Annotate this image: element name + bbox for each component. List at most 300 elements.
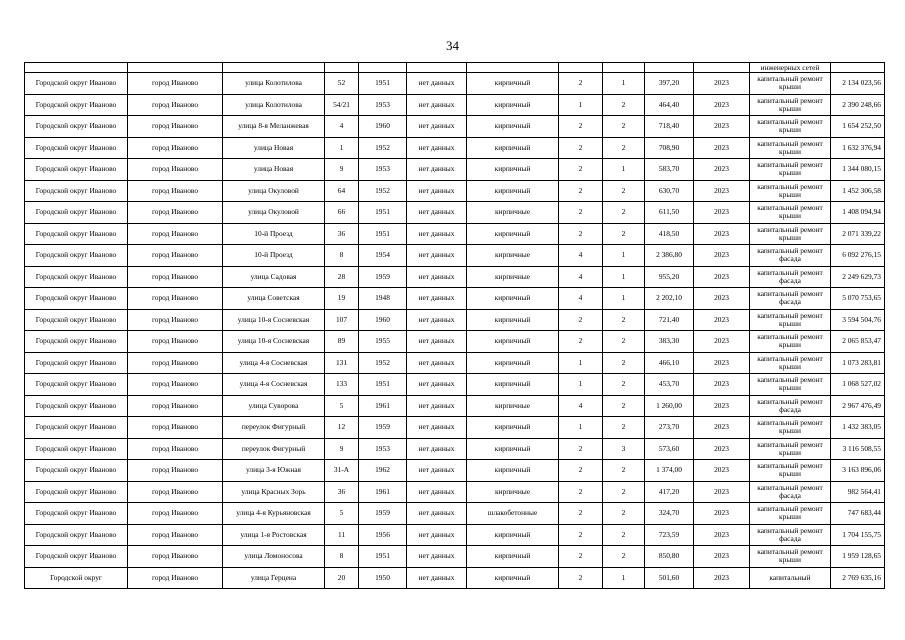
house-number-cell: 133 [325, 374, 359, 396]
wall-material-cell: кирпичный [467, 374, 559, 396]
cost-cell: 747 683,44 [831, 503, 885, 525]
build-year-cell: 1959 [359, 266, 407, 288]
house-number-cell: 12 [325, 417, 359, 439]
info-cell: нет данных [407, 331, 467, 353]
wall-material-cell: кирпичные [467, 245, 559, 267]
work-type-cell: капитальный ремонт крыши [750, 503, 831, 525]
year-cell: 2023 [694, 524, 750, 546]
table-row [25, 503, 885, 525]
info-cell: нет данных [407, 266, 467, 288]
year-cell: 2023 [694, 567, 750, 589]
municipality-cell: Городской округ Иваново [25, 374, 128, 396]
area-cell: 630,70 [645, 180, 694, 202]
house-number-cell: 107 [325, 309, 359, 331]
table-cell [603, 63, 645, 73]
house-number-cell: 66 [325, 202, 359, 224]
settlement-cell: город Иваново [128, 352, 223, 374]
area-cell: 464,40 [645, 94, 694, 116]
build-year-cell: 1952 [359, 180, 407, 202]
settlement-cell: город Иваново [128, 223, 223, 245]
wall-material-cell: кирпичный [467, 159, 559, 181]
build-year-cell: 1953 [359, 159, 407, 181]
municipality-cell: Городской округ Иваново [25, 546, 128, 568]
year-cell: 2023 [694, 266, 750, 288]
table-row [25, 159, 885, 181]
work-type-cell: капитальный ремонт крыши [750, 352, 831, 374]
wall-material-cell: кирпичный [467, 309, 559, 331]
info-cell: нет данных [407, 417, 467, 439]
cost-cell: 5 070 753,65 [831, 288, 885, 310]
work-type-cell: капитальный ремонт крыши [750, 460, 831, 482]
entrances-cell: 2 [603, 137, 645, 159]
entrances-cell: 2 [603, 180, 645, 202]
municipality-cell: Городской округ Иваново [25, 309, 128, 331]
area-cell: 611,50 [645, 202, 694, 224]
cost-cell: 1 704 155,75 [831, 524, 885, 546]
build-year-cell: 1951 [359, 546, 407, 568]
area-cell: 418,50 [645, 223, 694, 245]
work-type-cell: капитальный ремонт крыши [750, 331, 831, 353]
municipality-cell: Городской округ Иваново [25, 438, 128, 460]
cost-cell: 3 163 896,06 [831, 460, 885, 482]
table-cell [645, 63, 694, 73]
entrances-cell: 2 [603, 503, 645, 525]
municipality-cell: Городской округ Иваново [25, 223, 128, 245]
table-row [25, 73, 885, 95]
entrances-cell: 1 [603, 245, 645, 267]
house-number-cell: 31-А [325, 460, 359, 482]
cost-cell: 2 390 248,66 [831, 94, 885, 116]
area-cell: 324,70 [645, 503, 694, 525]
area-cell: 1 260,00 [645, 395, 694, 417]
floors-cell: 2 [559, 73, 603, 95]
year-cell: 2023 [694, 417, 750, 439]
street-cell: улица Герцена [223, 567, 325, 589]
house-number-cell: 4 [325, 116, 359, 138]
build-year-cell: 1953 [359, 94, 407, 116]
entrances-cell: 2 [603, 223, 645, 245]
cost-cell: 1 632 376,94 [831, 137, 885, 159]
build-year-cell: 1954 [359, 245, 407, 267]
wall-material-cell: кирпичный [467, 223, 559, 245]
table-row [25, 417, 885, 439]
info-cell: нет данных [407, 524, 467, 546]
wall-material-cell: кирпичный [467, 180, 559, 202]
area-cell: 583,70 [645, 159, 694, 181]
area-cell: 723,59 [645, 524, 694, 546]
info-cell: нет данных [407, 288, 467, 310]
floors-cell: 1 [559, 352, 603, 374]
municipality-cell: Городской округ Иваново [25, 481, 128, 503]
entrances-cell: 2 [603, 374, 645, 396]
housing-repair-table [24, 62, 885, 589]
house-number-cell: 64 [325, 180, 359, 202]
year-cell: 2023 [694, 331, 750, 353]
entrances-cell: 2 [603, 309, 645, 331]
table-row [25, 309, 885, 331]
street-cell: улица Советская [223, 288, 325, 310]
table-row [25, 438, 885, 460]
cost-cell: 2 065 853,47 [831, 331, 885, 353]
settlement-cell: город Иваново [128, 567, 223, 589]
work-type-cell: капитальный ремонт крыши [750, 546, 831, 568]
build-year-cell: 1955 [359, 331, 407, 353]
info-cell: нет данных [407, 223, 467, 245]
table-row [25, 137, 885, 159]
work-type-cell: капитальный ремонт фасада [750, 245, 831, 267]
cost-cell: 2 134 023,56 [831, 73, 885, 95]
cost-cell: 1 959 128,65 [831, 546, 885, 568]
build-year-cell: 1959 [359, 503, 407, 525]
settlement-cell: город Иваново [128, 546, 223, 568]
year-cell: 2023 [694, 546, 750, 568]
build-year-cell: 1948 [359, 288, 407, 310]
settlement-cell: город Иваново [128, 73, 223, 95]
work-type-cell: капитальный ремонт фасада [750, 288, 831, 310]
work-type-cell: капитальный ремонт крыши [750, 223, 831, 245]
info-cell: нет данных [407, 159, 467, 181]
settlement-cell: город Иваново [128, 137, 223, 159]
table-row [25, 331, 885, 353]
info-cell: нет данных [407, 460, 467, 482]
floors-cell: 2 [559, 567, 603, 589]
table-row [25, 94, 885, 116]
settlement-cell: город Иваново [128, 417, 223, 439]
floors-cell: 2 [559, 481, 603, 503]
area-cell: 955,20 [645, 266, 694, 288]
floors-cell: 2 [559, 546, 603, 568]
year-cell: 2023 [694, 159, 750, 181]
work-type-cell: капитальный ремонт фасада [750, 395, 831, 417]
street-cell: улица 4-я Сосневская [223, 374, 325, 396]
floors-cell: 2 [559, 202, 603, 224]
municipality-cell: Городской округ Иваново [25, 159, 128, 181]
settlement-cell: город Иваново [128, 180, 223, 202]
floors-cell: 4 [559, 266, 603, 288]
floors-cell: 4 [559, 288, 603, 310]
info-cell: нет данных [407, 116, 467, 138]
table-cell [223, 63, 325, 73]
house-number-cell: 36 [325, 481, 359, 503]
municipality-cell: Городской округ Иваново [25, 202, 128, 224]
area-cell: 383,30 [645, 331, 694, 353]
settlement-cell: город Иваново [128, 438, 223, 460]
municipality-cell: Городской округ Иваново [25, 137, 128, 159]
cost-cell: 2 967 476,49 [831, 395, 885, 417]
wall-material-cell: кирпичные [467, 266, 559, 288]
info-cell: нет данных [407, 567, 467, 589]
floors-cell: 4 [559, 245, 603, 267]
house-number-cell: 19 [325, 288, 359, 310]
settlement-cell: город Иваново [128, 395, 223, 417]
table-cell [694, 63, 750, 73]
house-number-cell: 9 [325, 438, 359, 460]
cost-cell: 1 432 383,05 [831, 417, 885, 439]
street-cell: переулок Фигурный [223, 438, 325, 460]
settlement-cell: город Иваново [128, 524, 223, 546]
table-cell [467, 63, 559, 73]
year-cell: 2023 [694, 137, 750, 159]
work-type-header-cell: инженерных сетей [750, 63, 831, 73]
settlement-cell: город Иваново [128, 288, 223, 310]
entrances-cell: 1 [603, 266, 645, 288]
street-cell: улица Окуловой [223, 202, 325, 224]
entrances-cell: 2 [603, 94, 645, 116]
entrances-cell: 2 [603, 352, 645, 374]
table-cell [25, 63, 128, 73]
house-number-cell: 131 [325, 352, 359, 374]
municipality-cell: Городской округ [25, 567, 128, 589]
work-type-cell: капитальный ремонт крыши [750, 202, 831, 224]
year-cell: 2023 [694, 481, 750, 503]
street-cell: улица Садовая [223, 266, 325, 288]
house-number-cell: 11 [325, 524, 359, 546]
year-cell: 2023 [694, 202, 750, 224]
municipality-cell: Городской округ Иваново [25, 460, 128, 482]
house-number-cell: 52 [325, 73, 359, 95]
build-year-cell: 1952 [359, 137, 407, 159]
work-type-cell: капитальный ремонт крыши [750, 309, 831, 331]
table-cell [559, 63, 603, 73]
settlement-cell: город Иваново [128, 374, 223, 396]
work-type-cell: капитальный ремонт крыши [750, 417, 831, 439]
area-cell: 1 374,00 [645, 460, 694, 482]
municipality-cell: Городской округ Иваново [25, 245, 128, 267]
settlement-cell: город Иваново [128, 331, 223, 353]
cost-cell: 2 769 635,16 [831, 567, 885, 589]
house-number-cell: 89 [325, 331, 359, 353]
municipality-cell: Городской округ Иваново [25, 503, 128, 525]
info-cell: нет данных [407, 352, 467, 374]
work-type-cell: капитальный [750, 567, 831, 589]
table-row [25, 481, 885, 503]
area-cell: 850,80 [645, 546, 694, 568]
entrances-cell: 2 [603, 481, 645, 503]
year-cell: 2023 [694, 374, 750, 396]
entrances-cell: 2 [603, 116, 645, 138]
work-type-cell: капитальный ремонт фасада [750, 481, 831, 503]
cost-cell: 3 594 504,76 [831, 309, 885, 331]
year-cell: 2023 [694, 180, 750, 202]
work-type-cell: капитальный ремонт крыши [750, 73, 831, 95]
build-year-cell: 1951 [359, 374, 407, 396]
table-row [25, 288, 885, 310]
build-year-cell: 1956 [359, 524, 407, 546]
municipality-cell: Городской округ Иваново [25, 352, 128, 374]
year-cell: 2023 [694, 438, 750, 460]
entrances-cell: 2 [603, 546, 645, 568]
area-cell: 2 386,80 [645, 245, 694, 267]
entrances-cell: 1 [603, 567, 645, 589]
table-cell [831, 63, 885, 73]
cost-cell: 1 344 080,15 [831, 159, 885, 181]
floors-cell: 1 [559, 374, 603, 396]
house-number-cell: 9 [325, 159, 359, 181]
wall-material-cell: кирпичный [467, 73, 559, 95]
year-cell: 2023 [694, 223, 750, 245]
area-cell: 501,60 [645, 567, 694, 589]
wall-material-cell: кирпичный [467, 567, 559, 589]
table-cell [359, 63, 407, 73]
build-year-cell: 1951 [359, 73, 407, 95]
build-year-cell: 1953 [359, 438, 407, 460]
street-cell: улица 10-я Сосневская [223, 331, 325, 353]
floors-cell: 2 [559, 137, 603, 159]
year-cell: 2023 [694, 309, 750, 331]
house-number-cell: 36 [325, 223, 359, 245]
floors-cell: 2 [559, 503, 603, 525]
cost-cell: 1 068 527,02 [831, 374, 885, 396]
municipality-cell: Городской округ Иваново [25, 116, 128, 138]
build-year-cell: 1960 [359, 116, 407, 138]
info-cell: нет данных [407, 395, 467, 417]
year-cell: 2023 [694, 288, 750, 310]
entrances-cell: 2 [603, 524, 645, 546]
table-cell [128, 63, 223, 73]
wall-material-cell: кирпичный [467, 524, 559, 546]
cost-cell: 1 452 306,58 [831, 180, 885, 202]
info-cell: нет данных [407, 374, 467, 396]
work-type-cell: капитальный ремонт крыши [750, 180, 831, 202]
area-cell: 453,70 [645, 374, 694, 396]
settlement-cell: город Иваново [128, 481, 223, 503]
wall-material-cell: кирпичный [467, 438, 559, 460]
street-cell: улица Колотилова [223, 94, 325, 116]
wall-material-cell: кирпичный [467, 116, 559, 138]
municipality-cell: Городской округ Иваново [25, 266, 128, 288]
street-cell: улица 4-я Сосневская [223, 352, 325, 374]
municipality-cell: Городской округ Иваново [25, 417, 128, 439]
info-cell: нет данных [407, 438, 467, 460]
cost-cell: 3 116 508,55 [831, 438, 885, 460]
municipality-cell: Городской округ Иваново [25, 180, 128, 202]
wall-material-cell: кирпичный [467, 546, 559, 568]
cost-cell: 6 092 276,15 [831, 245, 885, 267]
table-cell [407, 63, 467, 73]
floors-cell: 2 [559, 438, 603, 460]
table-row [25, 567, 885, 589]
area-cell: 708,90 [645, 137, 694, 159]
entrances-cell: 2 [603, 417, 645, 439]
area-cell: 273,70 [645, 417, 694, 439]
work-type-cell: капитальный ремонт фасада [750, 266, 831, 288]
table-row [25, 352, 885, 374]
settlement-cell: город Иваново [128, 116, 223, 138]
year-cell: 2023 [694, 352, 750, 374]
build-year-cell: 1952 [359, 352, 407, 374]
municipality-cell: Городской округ Иваново [25, 524, 128, 546]
street-cell: улица 4-я Курьяновская [223, 503, 325, 525]
wall-material-cell: кирпичный [467, 94, 559, 116]
build-year-cell: 1961 [359, 395, 407, 417]
street-cell: 10-й Проезд [223, 245, 325, 267]
entrances-cell: 2 [603, 460, 645, 482]
build-year-cell: 1951 [359, 202, 407, 224]
year-cell: 2023 [694, 503, 750, 525]
year-cell: 2023 [694, 116, 750, 138]
table-row [25, 202, 885, 224]
cost-cell: 1 073 283,81 [831, 352, 885, 374]
cost-cell: 982 564,41 [831, 481, 885, 503]
wall-material-cell: шлакобетонные [467, 503, 559, 525]
year-cell: 2023 [694, 73, 750, 95]
street-cell: 10-й Проезд [223, 223, 325, 245]
floors-cell: 2 [559, 524, 603, 546]
settlement-cell: город Иваново [128, 460, 223, 482]
municipality-cell: Городской округ Иваново [25, 94, 128, 116]
table-cell [325, 63, 359, 73]
municipality-cell: Городской округ Иваново [25, 395, 128, 417]
table-row [25, 223, 885, 245]
cost-cell: 1 654 252,50 [831, 116, 885, 138]
street-cell: улица 8-я Меланжевая [223, 116, 325, 138]
house-number-cell: 1 [325, 137, 359, 159]
work-type-cell: капитальный ремонт крыши [750, 438, 831, 460]
floors-cell: 4 [559, 395, 603, 417]
table-row [25, 116, 885, 138]
house-number-cell: 5 [325, 503, 359, 525]
info-cell: нет данных [407, 137, 467, 159]
street-cell: улица 3-я Южная [223, 460, 325, 482]
floors-cell: 2 [559, 116, 603, 138]
floors-cell: 2 [559, 460, 603, 482]
year-cell: 2023 [694, 245, 750, 267]
year-cell: 2023 [694, 395, 750, 417]
wall-material-cell: кирпичный [467, 417, 559, 439]
house-number-cell: 28 [325, 266, 359, 288]
wall-material-cell: кирпичные [467, 395, 559, 417]
municipality-cell: Городской округ Иваново [25, 73, 128, 95]
table-row [25, 266, 885, 288]
work-type-cell: капитальный ремонт крыши [750, 137, 831, 159]
street-cell: улица Красных Зорь [223, 481, 325, 503]
build-year-cell: 1961 [359, 481, 407, 503]
floors-cell: 2 [559, 223, 603, 245]
info-cell: нет данных [407, 546, 467, 568]
build-year-cell: 1960 [359, 309, 407, 331]
wall-material-cell: кирпичные [467, 481, 559, 503]
year-cell: 2023 [694, 460, 750, 482]
area-cell: 466,10 [645, 352, 694, 374]
street-cell: переулок Фигурный [223, 417, 325, 439]
work-type-cell: капитальный ремонт крыши [750, 374, 831, 396]
area-cell: 417,20 [645, 481, 694, 503]
house-number-cell: 20 [325, 567, 359, 589]
work-type-cell: капитальный ремонт фасада [750, 524, 831, 546]
municipality-cell: Городской округ Иваново [25, 288, 128, 310]
floors-cell: 2 [559, 331, 603, 353]
entrances-cell: 1 [603, 159, 645, 181]
build-year-cell: 1962 [359, 460, 407, 482]
info-cell: нет данных [407, 202, 467, 224]
settlement-cell: город Иваново [128, 159, 223, 181]
wall-material-cell: кирпичный [467, 137, 559, 159]
page-number: 34 [446, 38, 459, 53]
table-row [25, 546, 885, 568]
table-row [25, 245, 885, 267]
settlement-cell: город Иваново [128, 94, 223, 116]
entrances-cell: 3 [603, 438, 645, 460]
settlement-cell: город Иваново [128, 266, 223, 288]
wall-material-cell: кирпичный [467, 331, 559, 353]
year-cell: 2023 [694, 94, 750, 116]
house-number-cell: 5 [325, 395, 359, 417]
entrances-cell: 2 [603, 331, 645, 353]
street-cell: улица Новая [223, 159, 325, 181]
area-cell: 397,20 [645, 73, 694, 95]
cost-cell: 2 249 629,73 [831, 266, 885, 288]
build-year-cell: 1951 [359, 223, 407, 245]
